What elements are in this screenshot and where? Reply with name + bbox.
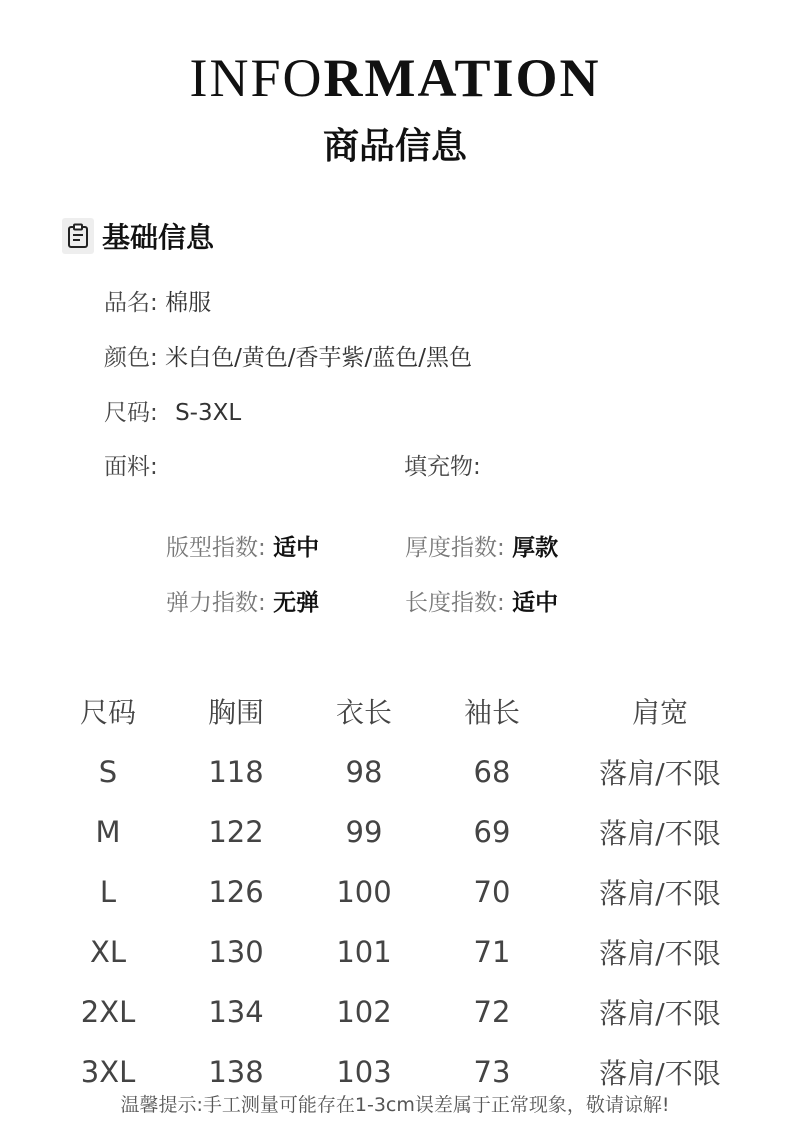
size-cell: 2XL	[80, 995, 136, 1029]
shoulder-cell: 落肩/不限	[599, 757, 721, 790]
color-row	[104, 342, 472, 374]
size-header: 尺码	[79, 696, 136, 729]
shoulder-header: 肩宽	[631, 696, 688, 729]
size-cell: 3XL	[80, 1055, 136, 1089]
filling-row	[404, 451, 481, 483]
fabric-row	[104, 451, 158, 483]
fit-index-row	[166, 532, 319, 564]
product-name-value: 棉服	[165, 290, 212, 316]
sleeve-cell: 71	[473, 935, 511, 969]
length-index-value: 适中	[512, 590, 559, 616]
sleeve-header: 袖长	[463, 696, 520, 729]
page-title-light: INFO	[189, 48, 324, 108]
size-cell: L	[99, 875, 117, 909]
product-name-row	[104, 287, 211, 319]
basic-info-title: 基础信息	[102, 221, 215, 254]
size-cell: M	[95, 815, 121, 849]
size-range-row	[104, 397, 241, 429]
thickness-index-value: 厚款	[512, 535, 559, 561]
shoulder-cell: 落肩/不限	[599, 877, 721, 910]
chest-cell: 138	[208, 1055, 264, 1089]
fabric-label: 面料:	[104, 454, 158, 480]
page-subtitle: 商品信息	[322, 126, 467, 167]
length-index-label: 长度指数:	[405, 590, 505, 616]
size-range-value: S-3XL	[175, 400, 242, 426]
length-header: 衣长	[335, 696, 392, 729]
size-table-header-row	[44, 680, 764, 742]
chest-cell: 118	[208, 755, 264, 789]
chest-cell: 134	[208, 995, 264, 1029]
basic-info-heading	[62, 214, 214, 258]
chest-cell: 126	[208, 875, 264, 909]
size-range-label: 尺码:	[104, 400, 158, 426]
shoulder-cell: 落肩/不限	[599, 937, 721, 970]
shoulder-cell: 落肩/不限	[599, 997, 721, 1030]
color-label: 颜色:	[104, 345, 158, 371]
shoulder-cell: 落肩/不限	[599, 817, 721, 850]
sleeve-cell: 70	[473, 875, 511, 909]
size-cell: XL	[89, 935, 127, 969]
shoulder-cell: 落肩/不限	[599, 1057, 721, 1090]
chest-cell: 122	[208, 815, 264, 849]
thickness-index-label: 厚度指数:	[405, 535, 505, 561]
sleeve-cell: 69	[473, 815, 511, 849]
product-name-label: 品名:	[104, 290, 158, 316]
sleeve-cell: 72	[473, 995, 511, 1029]
length-cell: 102	[336, 995, 392, 1029]
elasticity-index-row	[166, 587, 319, 619]
length-index-row	[405, 587, 558, 619]
length-cell: 103	[336, 1055, 392, 1089]
table-row	[44, 802, 764, 862]
table-row	[44, 862, 764, 922]
fit-index-value: 适中	[273, 535, 320, 561]
filling-label: 填充物:	[404, 454, 481, 480]
size-cell: S	[98, 755, 118, 789]
clipboard-icon	[62, 218, 94, 254]
table-row	[44, 922, 764, 982]
chest-cell: 130	[208, 935, 264, 969]
sleeve-cell: 68	[473, 755, 511, 789]
chest-header: 胸围	[207, 696, 264, 729]
elasticity-index-label: 弹力指数:	[166, 590, 266, 616]
length-cell: 99	[345, 815, 383, 849]
fit-index-label: 版型指数:	[166, 535, 266, 561]
length-cell: 100	[336, 875, 392, 909]
table-row	[44, 742, 764, 802]
size-table	[44, 680, 764, 1102]
page-title	[0, 48, 790, 108]
page-title-bold: RMATION	[323, 48, 601, 108]
color-value: 米白色/黄色/香芋紫/蓝色/黑色	[165, 345, 473, 371]
length-cell: 98	[345, 755, 383, 789]
table-row	[44, 982, 764, 1042]
elasticity-index-value: 无弹	[273, 590, 320, 616]
sleeve-cell: 73	[473, 1055, 511, 1089]
thickness-index-row	[405, 532, 558, 564]
measurement-note: 温馨提示:手工测量可能存在1-3cm误差属于正常现象，敬请谅解!	[120, 1094, 670, 1116]
length-cell: 101	[336, 935, 392, 969]
